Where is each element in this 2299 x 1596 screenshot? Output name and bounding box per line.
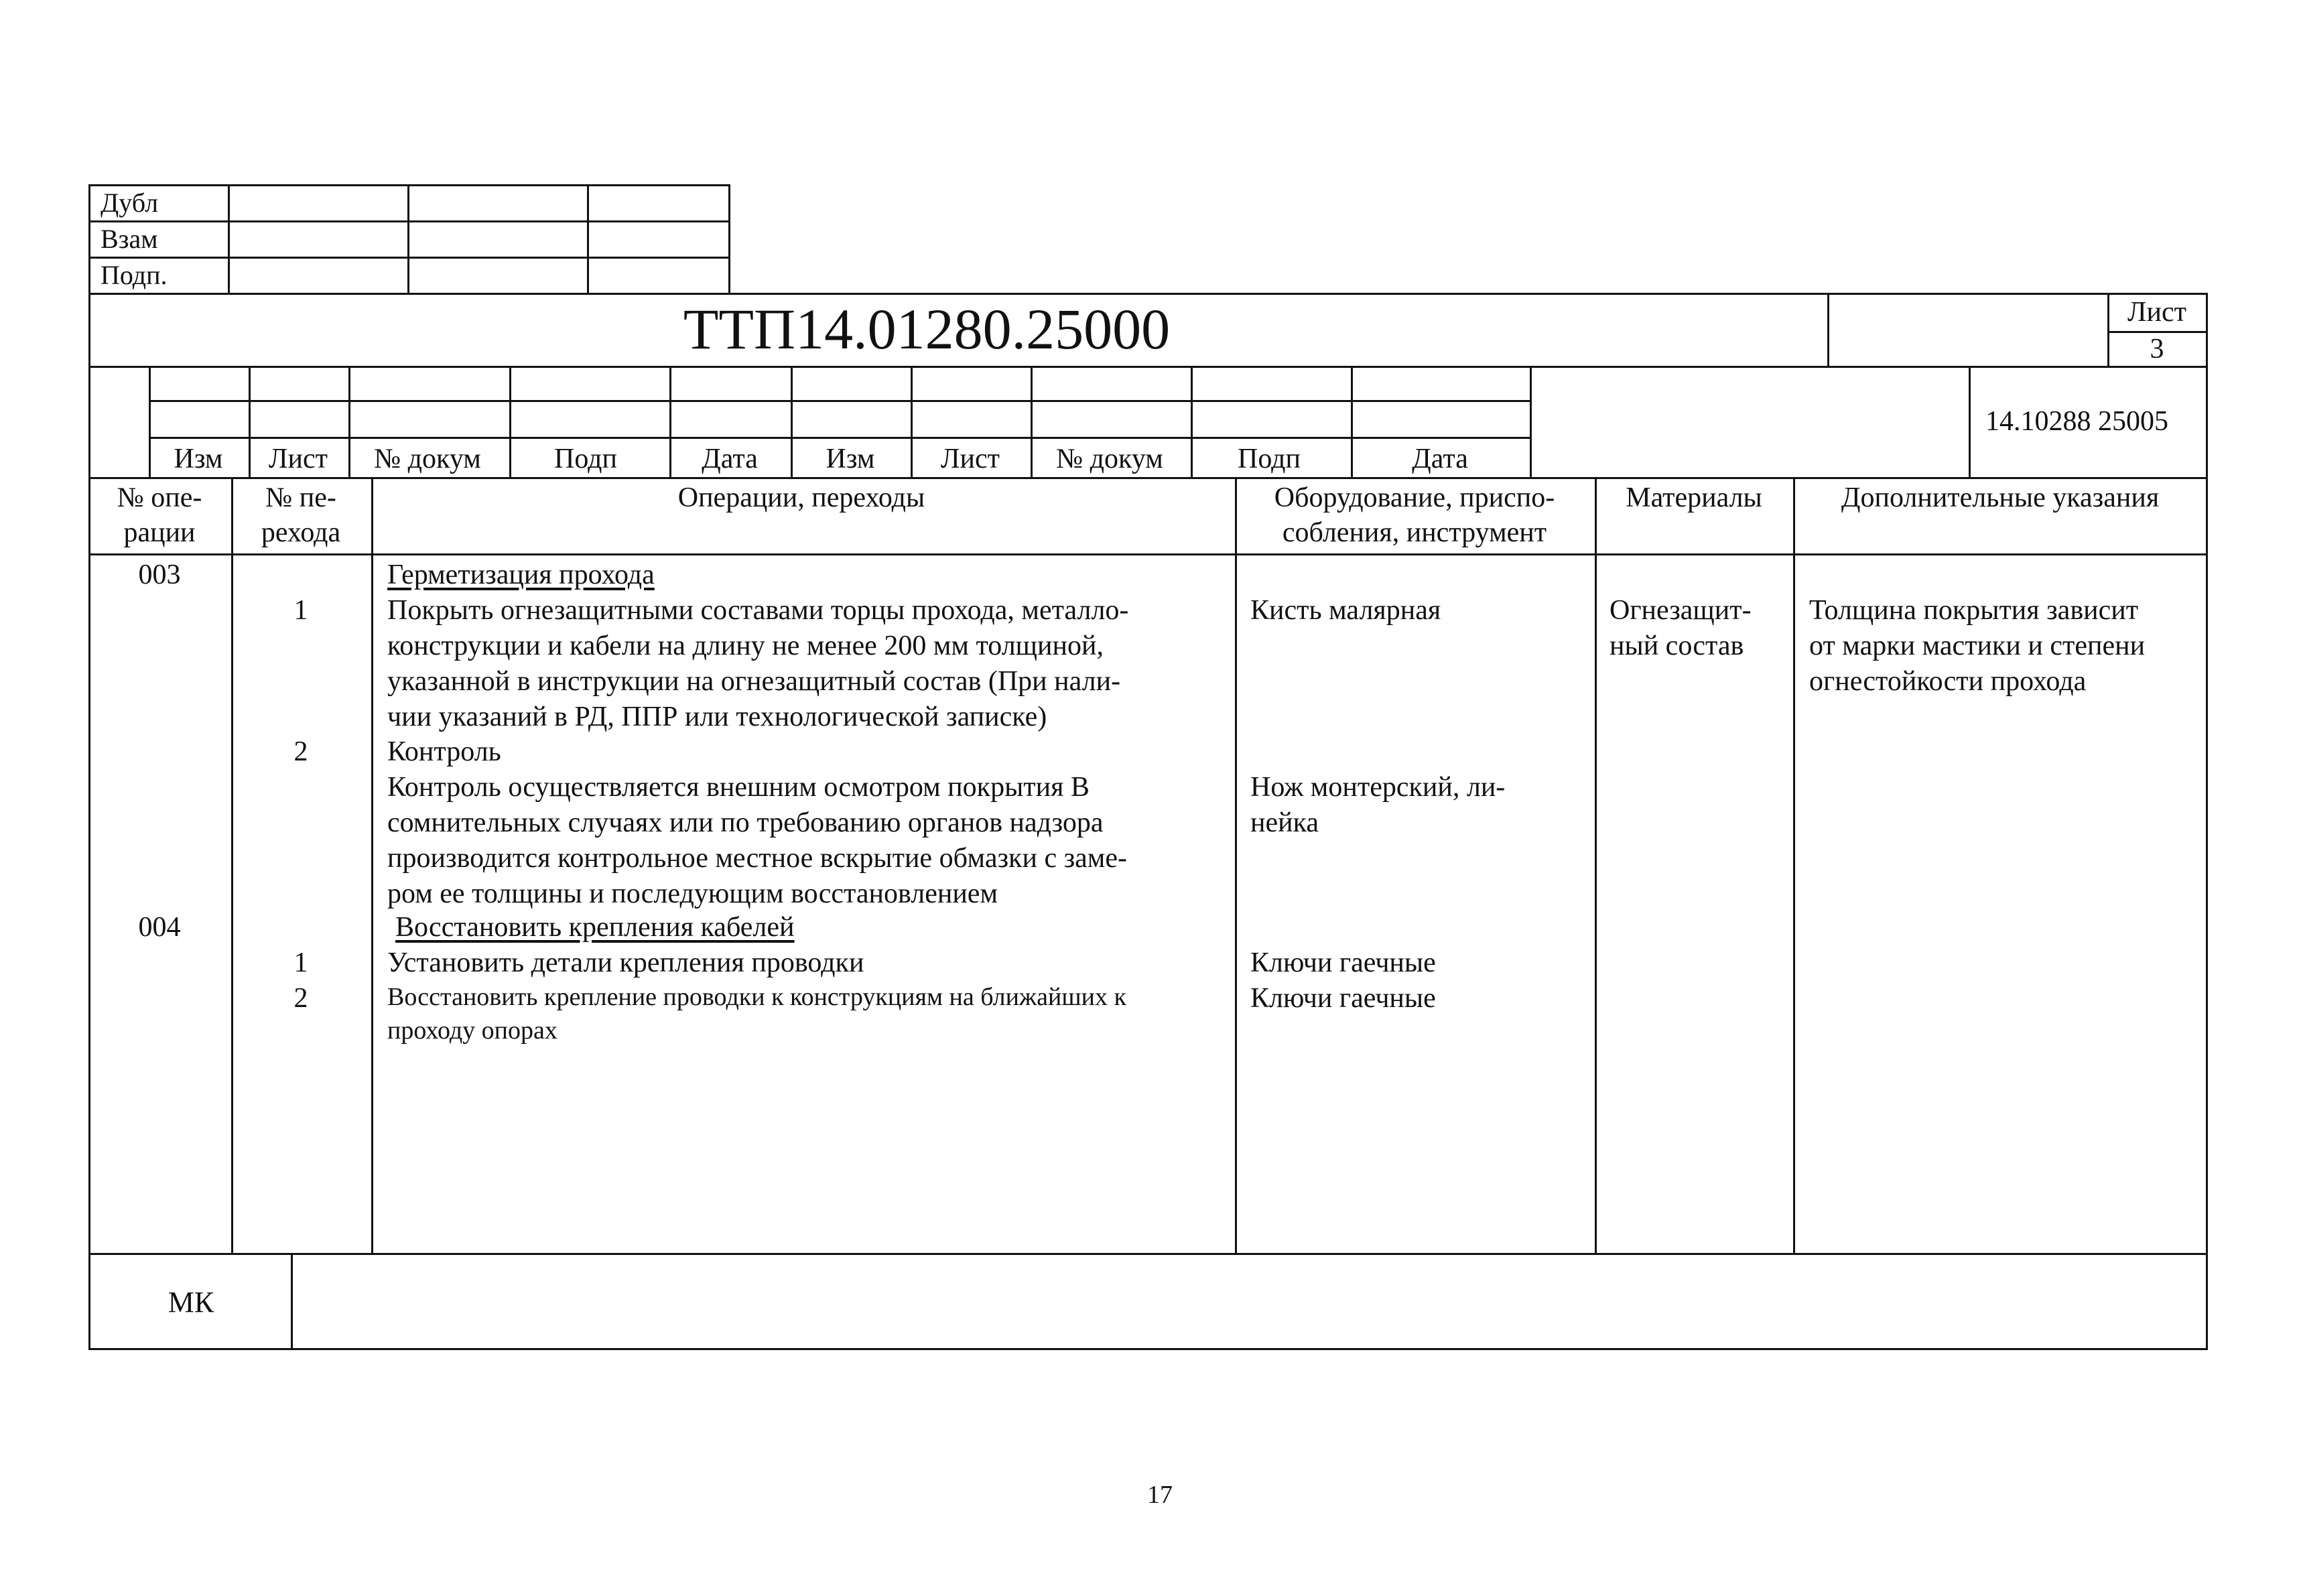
rev-data-2: Дата — [1412, 444, 1468, 474]
col-equipment-line2: собления, инструмент — [1282, 517, 1547, 548]
note-line: Толщина покрытия зависит — [1809, 595, 2139, 626]
operation-line: чии указаний в РД, ППР или технологической записке) — [387, 702, 1047, 732]
operation-line: ром ее толщины и последующим восстановлением — [387, 878, 998, 909]
sheet-label: Лист — [2127, 297, 2186, 328]
operation-line: проходу опорах — [387, 1016, 557, 1045]
page-number: 17 — [1147, 1481, 1173, 1509]
op-number-004: 004 — [138, 912, 181, 943]
col-step-no-line1: № пе- — [265, 482, 336, 513]
operation-line: конструкции и кабели на длину не менее 200 мм толщиной, — [387, 630, 1104, 661]
rev-list-2: Лист — [941, 444, 1000, 474]
step-number: 1 — [293, 595, 308, 626]
rev-dokum-1: № докум — [374, 444, 481, 474]
sheet-number: 3 — [2150, 334, 2164, 364]
stamp-podp: Подп. — [101, 260, 168, 290]
col-op-no-line1: № опе- — [117, 482, 202, 513]
col-step-no-line2: рехода — [261, 517, 341, 548]
operation-title: Восстановить крепления кабелей — [395, 912, 795, 943]
stamp-vzam: Взам — [101, 224, 158, 254]
equipment-line: Ключи гаечные — [1250, 947, 1436, 978]
rev-data-1: Дата — [702, 444, 758, 474]
operation-title: Герметизация прохода — [387, 559, 655, 590]
material-line: Огнезащит- — [1610, 595, 1752, 626]
equipment-line: Ключи гаечные — [1250, 983, 1436, 1014]
operation-line: Контроль — [387, 736, 501, 767]
material-line: ный состав — [1610, 630, 1744, 661]
operation-line: сомнительных случаях или по требованию органов надзора — [387, 807, 1104, 838]
col-operations: Операции, переходы — [677, 482, 925, 513]
equipment-line: нейка — [1250, 807, 1319, 838]
footer-mk-label: МК — [168, 1286, 214, 1319]
rev-izm-1: Изм — [174, 444, 223, 474]
stamp-dubl: Дубл — [101, 188, 159, 218]
document-code: ТТП14.01280.25000 — [683, 297, 1171, 361]
operation-line: Покрыть огнезащитными составами торцы прохода, металло- — [387, 595, 1129, 626]
rev-podp-1: Подп — [554, 444, 617, 474]
operation-line: указанной в инструкции на огнезащитный состав (При нали- — [387, 666, 1121, 697]
operation-line: Контроль осуществляется внешним осмотром покрытия В — [387, 772, 1090, 803]
col-materials: Материалы — [1626, 482, 1762, 513]
rev-list-1: Лист — [269, 444, 328, 474]
col-op-no-line2: рации — [123, 517, 196, 548]
step-number: 2 — [293, 983, 308, 1014]
rev-podp-2: Подп — [1238, 444, 1301, 474]
op-number-003: 003 — [138, 559, 181, 590]
rev-izm-2: Изм — [826, 444, 875, 474]
equipment-line: Нож монтерский, ли- — [1250, 772, 1506, 803]
operation-line: Восстановить крепление проводки к конструкциям на ближайших к — [387, 983, 1126, 1011]
rev-dokum-2: № докум — [1056, 444, 1163, 474]
note-line: от марки мастики и степени — [1809, 630, 2146, 661]
col-equipment-line1: Оборудование, приспо- — [1274, 482, 1555, 513]
reference-code: 14.10288 25005 — [1985, 406, 2168, 437]
operation-line: производится контрольное местное вскрытие обмазки с заме- — [387, 843, 1128, 874]
step-number: 1 — [293, 947, 308, 978]
equipment-line: Кисть малярная — [1250, 595, 1441, 626]
note-line: огнестойкости прохода — [1809, 666, 2087, 697]
col-notes: Дополнительные указания — [1841, 482, 2160, 513]
step-number: 2 — [293, 736, 308, 767]
operation-line: Установить детали крепления проводки — [387, 947, 864, 978]
